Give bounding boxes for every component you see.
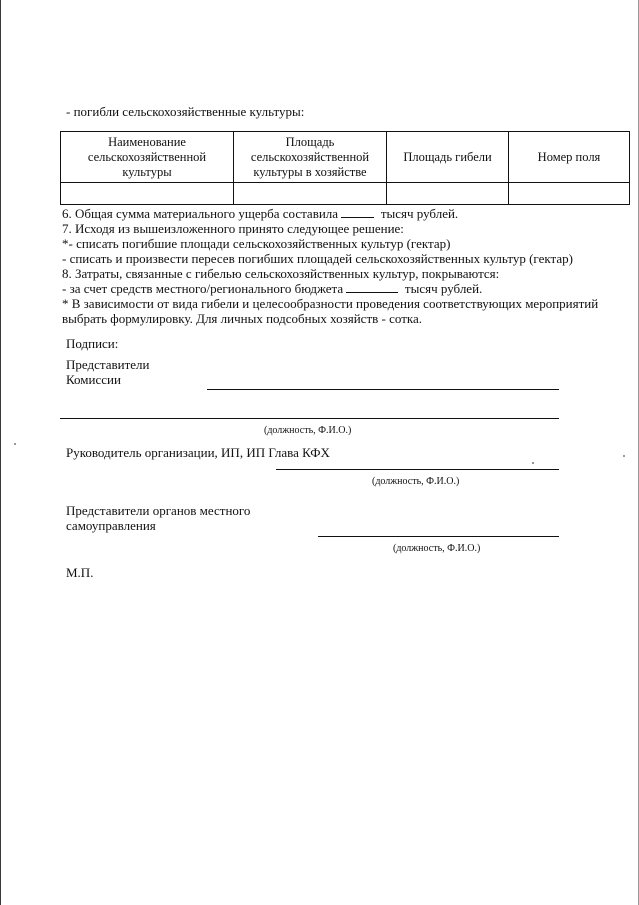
local-government-position-caption: (должность, Ф.И.О.) bbox=[393, 543, 481, 554]
local-government-signature-line[interactable] bbox=[318, 536, 559, 537]
header-loss-area: Площадь гибели bbox=[387, 132, 509, 183]
signatures-heading: Подписи: bbox=[66, 336, 119, 351]
stamp-place: М.П. bbox=[66, 565, 94, 580]
scan-speck bbox=[623, 455, 625, 457]
head-signature-line[interactable] bbox=[276, 469, 559, 470]
scan-left-edge bbox=[0, 0, 1, 905]
item-7-option-write-off: *- списать погибшие площади сельскохозяйственных культур (гектар) bbox=[62, 236, 451, 251]
scan-speck bbox=[14, 443, 16, 445]
item-6: 6. Общая сумма материального ущерба составила тысяч рублей. bbox=[62, 206, 459, 221]
crops-table bbox=[60, 131, 630, 205]
header-field-number: Номер поля bbox=[509, 132, 630, 183]
head-of-organization-label: Руководитель организации, ИП, ИП Глава КФХ bbox=[66, 445, 330, 460]
decision-section bbox=[62, 206, 632, 326]
table-row bbox=[61, 183, 630, 205]
damage-amount-blank[interactable] bbox=[341, 206, 374, 218]
commission-label: Представители Комиссии bbox=[66, 357, 150, 387]
commission-signature-line-1[interactable] bbox=[207, 389, 559, 390]
item-7: 7. Исходя из вышеизложенного принято следующее решение: bbox=[62, 221, 404, 236]
header-crop-name: Наименование сельскохозяйственной культуры bbox=[61, 132, 234, 183]
item-8: 8. Затраты, связанные с гибелью сельскохозяйственных культур, покрываются: bbox=[62, 266, 500, 281]
table-cell-loss-area[interactable] bbox=[387, 183, 509, 205]
scan-speck bbox=[532, 462, 534, 464]
local-government-label: Представители органов местного самоуправления bbox=[66, 503, 251, 533]
head-position-caption: (должность, Ф.И.О.) bbox=[372, 476, 460, 487]
budget-amount-blank[interactable] bbox=[346, 281, 398, 293]
intro-line: - погибли сельскохозяйственные культуры: bbox=[66, 104, 305, 119]
item-8-option-budget: - за счет средств местного/регионального бюджета тысяч рублей. bbox=[62, 281, 483, 296]
table-cell-crop-name[interactable] bbox=[61, 183, 234, 205]
commission-signature-line-2[interactable] bbox=[60, 418, 559, 419]
footnote-line-2: выбрать формулировку. Для личных подсобных хозяйств - сотка. bbox=[62, 311, 423, 326]
table-cell-field-number[interactable] bbox=[509, 183, 630, 205]
header-farm-area: Площадь сельскохозяйственной культуры в хозяйстве bbox=[234, 132, 387, 183]
table-header-row bbox=[61, 132, 630, 183]
footnote-line-1: * В зависимости от вида гибели и целесообразности проведения соответствующих мероприятий bbox=[62, 296, 599, 311]
table-cell-farm-area[interactable] bbox=[234, 183, 387, 205]
item-7-option-resow: - списать и произвести пересев погибших площадей сельскохозяйственных культур (гектар) bbox=[62, 251, 573, 266]
commission-position-caption: (должность, Ф.И.О.) bbox=[264, 425, 352, 436]
